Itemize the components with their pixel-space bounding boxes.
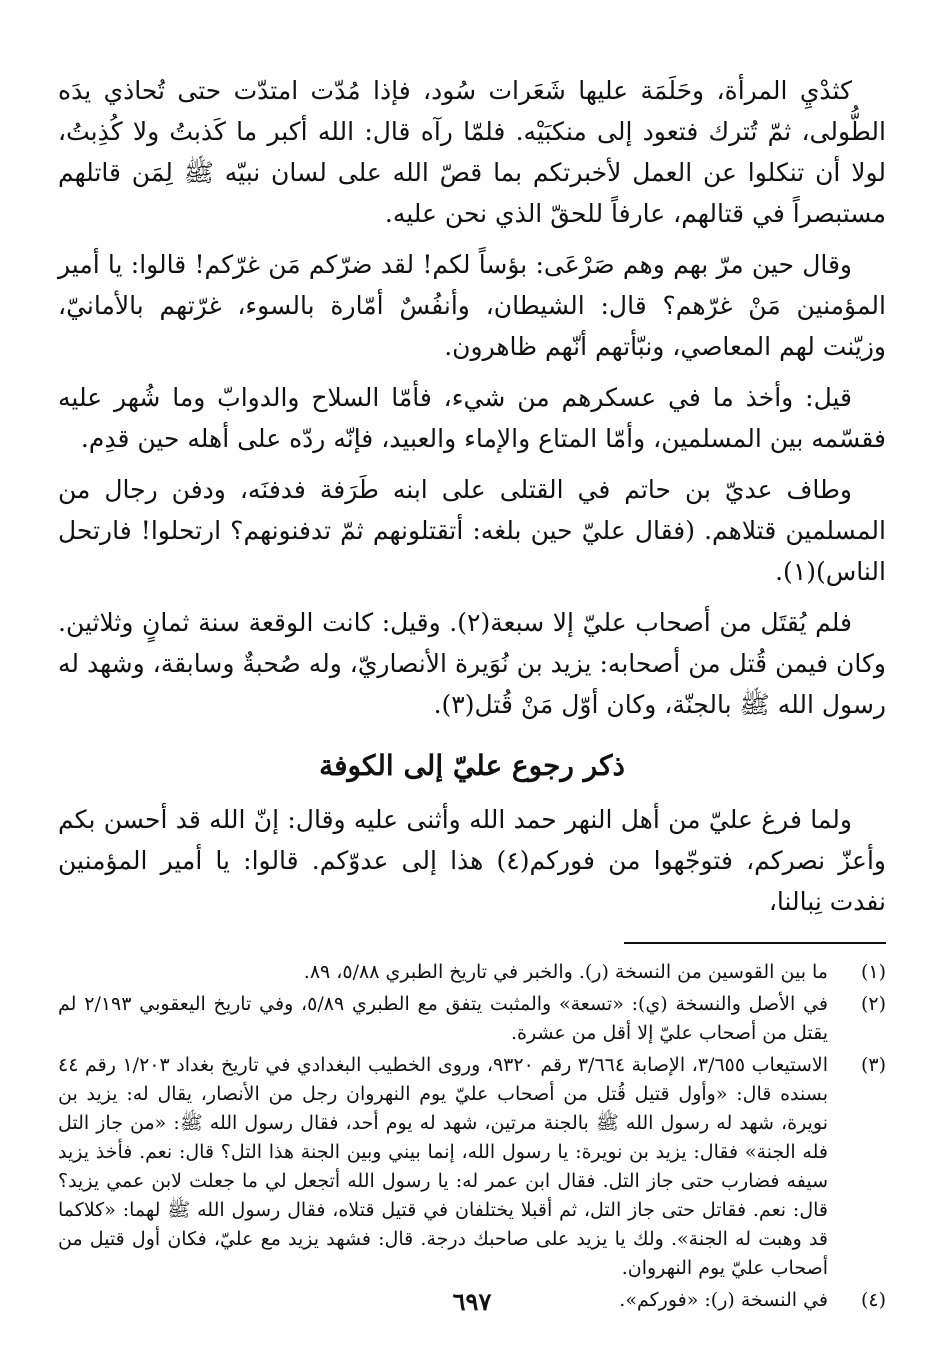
footnote-text: في الأصل والنسخة (ي): «تسعة» والمثبت يتفق مع الطبري ٥/٨٩، وفي تاريخ اليعقوبي ٢/١٩٣ لم يقتل من أصحاب عليّ إلا أقل من عشرة. [58, 993, 829, 1044]
footnote-2 [58, 990, 886, 1048]
footnote-text: في النسخة (ر): «فوركم». [619, 1289, 828, 1311]
section-heading: ذكر رجوع عليّ إلى الكوفة [319, 749, 625, 782]
footnote-number: (٤) [860, 1289, 886, 1311]
footnote-text: ما بين القوسين من النسخة (ر). والخبر في تاريخ الطبري ٥/٨٨، ٨٩. [303, 961, 828, 983]
paragraph-6: ولما فرغ عليّ من أهل النهر حمد الله وأثنى عليه وقال: إنّ الله قد أحسن بكم وأعزّ نصركم، فتوجّهوا من فوركم(٤) هذا إلى عدوّكم. قالوا: يا أمير المؤمنين نفدت نِبالنا، [58, 805, 886, 916]
paragraph-5: فلم يُقتَل من أصحاب عليّ إلا سبعة(٢). وقيل: كانت الوقعة سنة ثمانٍ وثلاثين. وكان فيمن قُتل من أصحابه: يزيد بن نُوَيرة الأنصاريّ، وله صُحبةٌ وسابقة، وشهد له رسول الله ﷺ بالجنّة، وكان أوّل مَنْ قُتل(٣). [58, 608, 886, 719]
paragraph-4: وطاف عديّ بن حاتم في القتلى على ابنه طَرَفة فدفنَه، ودفن رجال من المسلمين قتلاهم. (فقال عليّ حين بلغه: أتقتلونهم ثمّ تدفنونهم؟ ارتحلوا! فارتحل الناس)(١). [58, 475, 886, 586]
paragraph-1: كثدْيِ المرأة، وحَلَمَة عليها شَعَرات سُود، فإذا مُدّت امتدّت حتى تُحاذي يدَه الطُّولى، ثمّ تُترك فتعود إلى منكبَيْه. فلمّا رآه قال: الله أكبر ما كَذبتُ ولا كُذِبتُ، لولا أن تنكلوا عن العمل لأخبرتكم بما قصّ الله على لسان نبيّه ﷺ لِمَن قاتلهم مستبصراً في قتالهم، عارفاً للحقّ الذي نحن عليه. [58, 76, 886, 228]
footnote-number: (٢) [860, 993, 886, 1015]
footnote-text: الاستيعاب ٣/٦٥٥، الإصابة ٣/٦٦٤ رقم ٩٣٢٠، وروى الخطيب البغدادي في تاريخ بغداد ١/٢٠٣ رقم ٤٤ بسنده قال: «وأول قتيل قُتل من أصحاب عليّ يوم النهروان رجل من الأنصار، يقال له: يزيد بن نويرة، شهد له رسول الله ﷺ بالجنة مرتين، شهد له يوم أحد، فقال رسول الله ﷺ: «من جاز التل فله الجنة» فقال: يزيد بن نويرة: يا رسول الله، إنما بيني وبين الجنة هذا التل؟ قال: نعم. فأخذ يزيد سيفه فضارب حتى جاز التل. فقال ابن عمر له: يا رسول الله أتجعل لي ما جعلت لابن عمي يزيد؟ قال: نعم. فقاتل حتى جاز التل، ثم أقبلا يختلفان في قتيل قتلاه، فقال رسول الله ﷺ لهما: «كلاكما قد وهبت له الجنة». ولك يا يزيد على صاحبك درجة. قال: فشهد يزيد مع عليّ، فكان أول قتيل من أصحاب عليّ يوم النهروان. [58, 1054, 829, 1279]
footnote-1 [58, 958, 886, 987]
main-text [58, 70, 886, 922]
footnote-divider [624, 942, 886, 944]
footnote-number: (١) [860, 961, 886, 983]
footnotes [58, 958, 886, 1315]
footnote-3 [58, 1051, 886, 1283]
paragraph-2: وقال حين مرّ بهم وهم صَرْعَى: بؤساً لكم! لقد ضرّكم مَن غرّكم! قالوا: يا أمير المؤمنين مَنْ غرّهم؟ قال: الشيطان، وأنفُسٌ أمّارة بالسوء، غرّتهم بالأمانيّ، وزيّنت لهم المعاصي، ونبّأتهم أنّهم ظاهرون. [58, 250, 886, 361]
paragraph-3: قيل: وأخذ ما في عسكرهم من شيء، فأمّا السلاح والدوابّ وما شُهر عليه فقسّمه بين المسلمين، وأمّا المتاع والإماء والعبيد، فإنّه ردّه على أهله حين قدِم. [58, 383, 886, 453]
page-number: ٦٩٧ [452, 1287, 492, 1316]
footnote-number: (٣) [860, 1054, 886, 1076]
